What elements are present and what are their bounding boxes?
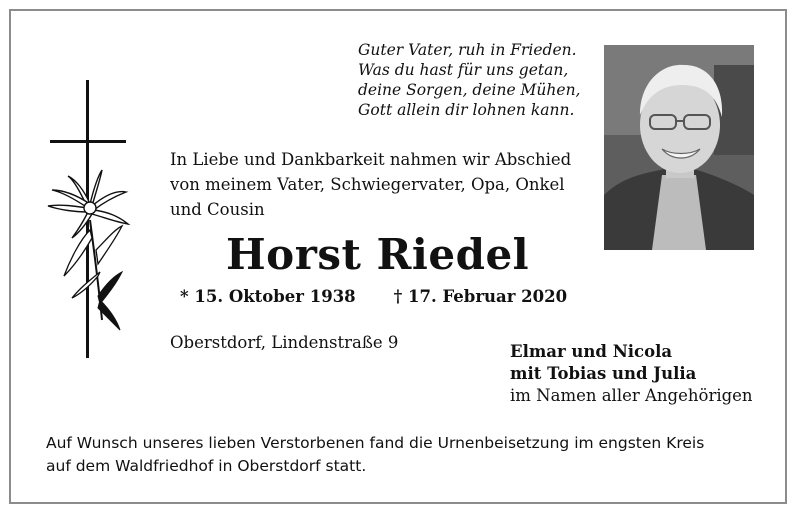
poem-line: deine Sorgen, deine Mühen, xyxy=(358,81,581,99)
burial-notice xyxy=(46,432,766,478)
mourners xyxy=(510,341,770,407)
intro-line: und Cousin xyxy=(170,200,265,219)
poem-line: Guter Vater, ruh in Frieden. xyxy=(358,41,577,59)
life-dates xyxy=(180,287,567,306)
poem-line: Was du hast für uns getan, xyxy=(358,61,569,79)
cross-with-edelweiss-icon xyxy=(40,80,140,362)
birth-date: * 15. Oktober 1938 xyxy=(180,287,356,306)
notice-line: Auf Wunsch unseres lieben Verstorbenen fand die Urnenbeisetzung im engsten Kreis xyxy=(46,434,705,452)
mourner-names: Elmar und Nicola xyxy=(510,342,673,361)
portrait-photo xyxy=(604,45,754,250)
mourner-note: im Namen aller Angehörigen xyxy=(510,386,753,405)
farewell-intro xyxy=(170,147,590,222)
portrait-image xyxy=(604,45,754,250)
poem-line: Gott allein dir lohnen kann. xyxy=(358,101,575,119)
notice-line: auf dem Waldfriedhof in Oberstdorf statt. xyxy=(46,457,367,475)
intro-line: In Liebe und Dankbarkeit nahmen wir Abschied xyxy=(170,150,572,169)
address: Oberstdorf, Lindenstraße 9 xyxy=(170,333,399,352)
death-date: † 17. Februar 2020 xyxy=(393,287,568,306)
mourner-names: mit Tobias und Julia xyxy=(510,364,697,383)
deceased-name: Horst Riedel xyxy=(226,230,530,279)
poem-verse xyxy=(358,40,588,120)
intro-line: von meinem Vater, Schwiegervater, Opa, Onkel xyxy=(170,175,565,194)
